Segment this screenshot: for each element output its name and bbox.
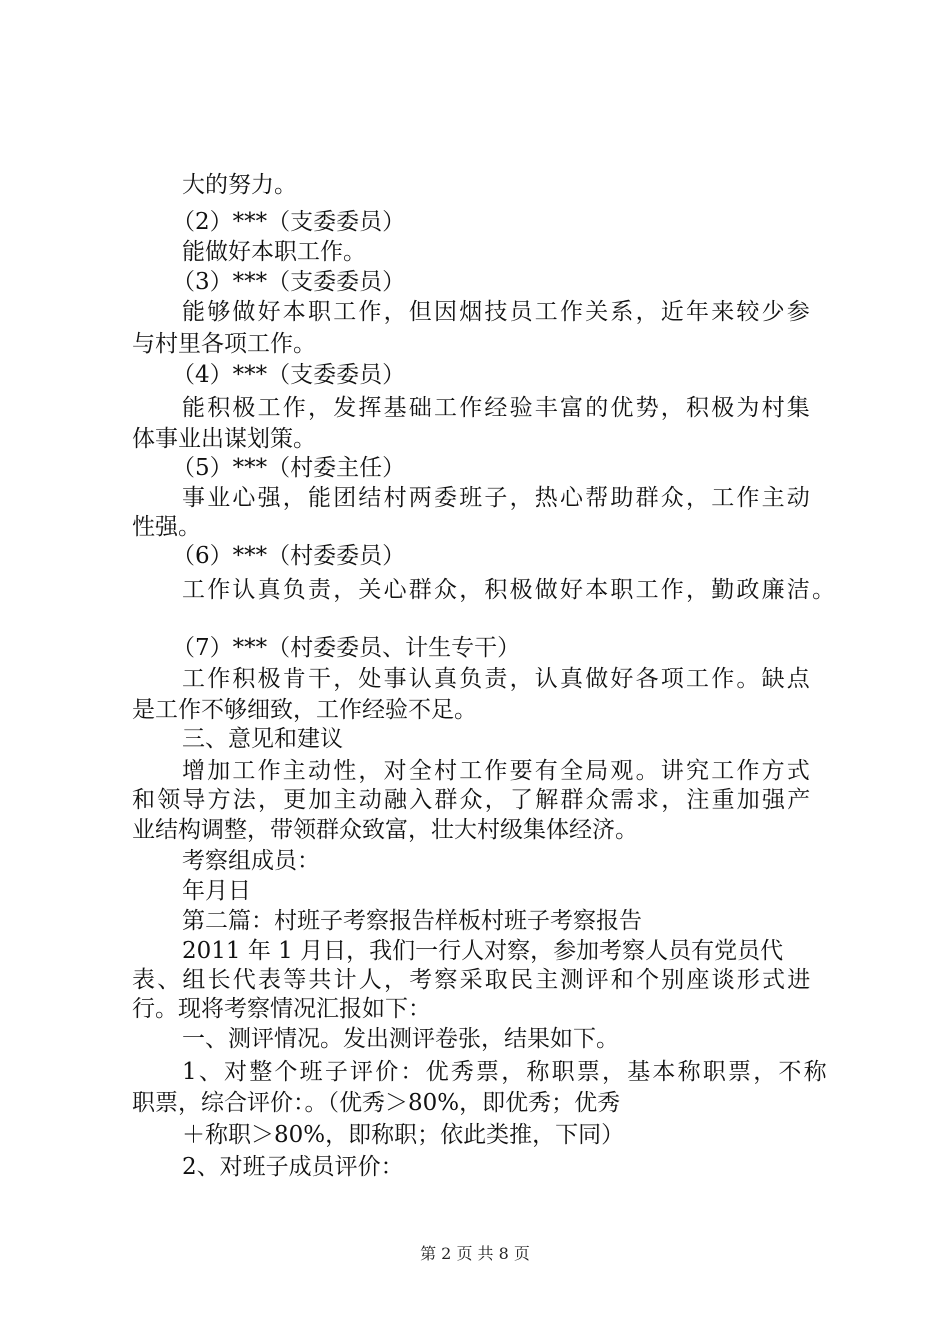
body-text-line: 工作积极肯干，处事认真负责，认真做好各项工作。缺点	[182, 666, 812, 692]
body-text-line: 增加工作主动性，对全村工作要有全局观。讲究工作方式	[182, 758, 812, 784]
body-text-line: 行。现将考察情况汇报如下：	[132, 996, 431, 1022]
member-heading: （2）***（支委委员）	[172, 209, 406, 235]
body-text-line: 大的努力。	[182, 172, 297, 198]
member-heading: （7）***（村委委员、计生专干）	[172, 635, 521, 661]
body-text-line: 体事业出谋划策。	[132, 426, 316, 452]
body-text-line: 1、对整个班子评价：优秀票，称职票，基本称职票，不称	[182, 1059, 829, 1085]
chapter-title: 第二篇：村班子考察报告样板村班子考察报告	[182, 908, 642, 934]
body-text-line: 2011 年 1 月日，我们一行人对察，参加考察人员有党员代	[182, 938, 784, 964]
body-text-line: 表、组长代表等共计人，考察采取民主测评和个别座谈形式进	[132, 967, 813, 993]
body-text-line: 与村里各项工作。	[132, 331, 316, 357]
body-text-line: 业结构调整，带领群众致富，壮大村级集体经济。	[132, 817, 638, 843]
page-footer: 第 2 页 共 8 页	[420, 1244, 530, 1263]
member-heading: （5）***（村委主任）	[172, 455, 406, 481]
body-text-line: 能做好本职工作。	[182, 239, 366, 265]
body-text-line: ＋称职＞80%，即称职；依此类推，下同）	[182, 1122, 625, 1148]
body-text-line: 性强。	[132, 514, 201, 540]
body-text-line: 工作认真负责，关心群众，积极做好本职工作，勤政廉洁。	[182, 577, 838, 603]
member-heading: （6）***（村委委员）	[172, 543, 406, 569]
body-text-line: 事业心强，能团结村两委班子，热心帮助群众，工作主动	[182, 485, 812, 511]
section-heading: 三、意见和建议	[182, 726, 343, 752]
body-text-line: 2、对班子成员评价：	[182, 1154, 404, 1180]
body-text-line: 能积极工作，发挥基础工作经验丰富的优势，积极为村集	[182, 395, 812, 421]
body-text-line: 能够做好本职工作，但因烟技员工作关系，近年来较少参	[182, 299, 812, 325]
member-heading: （4）***（支委委员）	[172, 362, 406, 388]
body-text-line: 一、测评情况。发出测评卷张，结果如下。	[182, 1026, 619, 1052]
member-heading: （3）***（支委委员）	[172, 269, 406, 295]
body-text-line: 是工作不够细致，工作经验不足。	[132, 697, 477, 723]
body-text-line: 职票，综合评价：。（优秀＞80%，即优秀；优秀	[132, 1090, 621, 1116]
body-text-line: 考察组成员：	[182, 848, 320, 874]
body-text-line: 和领导方法，更加主动融入群众，了解群众需求，注重加强产	[132, 787, 813, 813]
date-line: 年月日	[182, 878, 251, 904]
